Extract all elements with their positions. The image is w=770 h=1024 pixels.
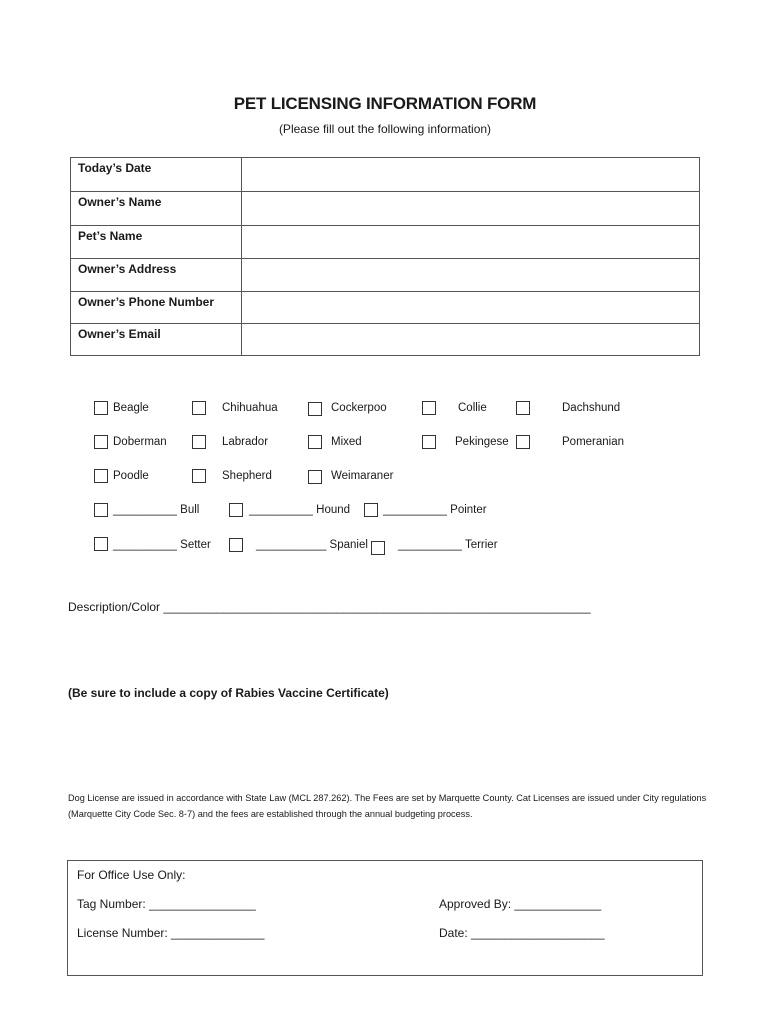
owner-address-field[interactable]: [242, 259, 700, 292]
pomeranian-label: Pomeranian: [562, 436, 625, 448]
mixed-label: Mixed: [331, 436, 362, 448]
form-subtitle: (Please fill out the following information): [278, 122, 492, 136]
weimaraner-label: Weimaraner: [331, 470, 394, 482]
pet-name-field[interactable]: [242, 226, 700, 259]
cockerpoo-label: Cockerpoo: [331, 402, 387, 414]
dachshund-checkbox[interactable]: [516, 401, 530, 415]
owner-email-label: Owner’s Email: [71, 324, 242, 356]
chihuahua-checkbox[interactable]: [192, 401, 206, 415]
shepherd-checkbox[interactable]: [192, 469, 206, 483]
todays-date-field[interactable]: [242, 158, 700, 192]
pointer-checkbox[interactable]: [364, 503, 378, 517]
chihuahua-label: Chihuahua: [222, 402, 278, 414]
doberman-checkbox[interactable]: [94, 435, 108, 449]
dachshund-label: Dachshund: [562, 402, 621, 414]
table-row: [71, 324, 700, 356]
owner-name-label: Owner’s Name: [71, 192, 242, 226]
hound-checkbox[interactable]: [229, 503, 243, 517]
pet-name-label: Pet’s Name: [71, 226, 242, 259]
pointer-label: __________ Pointer: [383, 504, 487, 516]
table-row: [71, 226, 700, 259]
poodle-label: Poodle: [113, 470, 149, 482]
collie-label: Collie: [458, 402, 487, 414]
table-row: [71, 259, 700, 292]
weimaraner-checkbox[interactable]: [308, 470, 322, 484]
description-color-field[interactable]: Description/Color ________________________________________________________________: [68, 600, 591, 614]
table-row: [71, 192, 700, 226]
owner-info-table: [70, 157, 700, 356]
office-use-heading: For Office Use Only:: [77, 868, 186, 882]
shepherd-label: Shepherd: [222, 470, 272, 482]
cockerpoo-checkbox[interactable]: [308, 402, 322, 416]
pekingese-label: Pekingese: [455, 436, 509, 448]
approved-by-field[interactable]: Approved By: _____________: [439, 897, 602, 911]
owner-phone-field[interactable]: [242, 292, 700, 324]
labrador-checkbox[interactable]: [192, 435, 206, 449]
owner-address-label: Owner’s Address: [71, 259, 242, 292]
table-row: [71, 292, 700, 324]
poodle-checkbox[interactable]: [94, 469, 108, 483]
setter-label: __________ Setter: [113, 539, 211, 551]
pekingese-checkbox[interactable]: [422, 435, 436, 449]
doberman-label: Doberman: [113, 436, 167, 448]
bull-checkbox[interactable]: [94, 503, 108, 517]
owner-name-field[interactable]: [242, 192, 700, 226]
bull-label: __________ Bull: [113, 504, 200, 516]
terrier-label: __________ Terrier: [398, 539, 498, 551]
license-number-field[interactable]: License Number: ______________: [77, 926, 265, 940]
terrier-checkbox[interactable]: [371, 541, 385, 555]
tag-number-field[interactable]: Tag Number: ________________: [77, 897, 256, 911]
owner-phone-label: Owner’s Phone Number: [71, 292, 242, 324]
beagle-label: Beagle: [113, 402, 149, 414]
legal-notice: Dog License are issued in accordance with State Law (MCL 287.262). The Fees are set by Marquette County. Cat Licenses are issued under City regulations (Marquette City Code Sec. 8-7) and the fees are established through the annual budgeting process.: [68, 793, 707, 819]
office-date-field[interactable]: Date: ____________________: [439, 926, 605, 940]
beagle-checkbox[interactable]: [94, 401, 108, 415]
setter-checkbox[interactable]: [94, 537, 108, 551]
form-title: PET LICENSING INFORMATION FORM: [233, 94, 537, 113]
todays-date-label: Today’s Date: [71, 158, 242, 192]
owner-email-field[interactable]: [242, 324, 700, 356]
labrador-label: Labrador: [222, 436, 269, 448]
rabies-certificate-note: (Be sure to include a copy of Rabies Vaccine Certificate): [68, 686, 389, 700]
pomeranian-checkbox[interactable]: [516, 435, 530, 449]
spaniel-checkbox[interactable]: [229, 538, 243, 552]
spaniel-label: ___________ Spaniel: [256, 539, 368, 551]
mixed-checkbox[interactable]: [308, 435, 322, 449]
hound-label: __________ Hound: [249, 504, 351, 516]
collie-checkbox[interactable]: [422, 401, 436, 415]
table-row: [71, 158, 700, 192]
